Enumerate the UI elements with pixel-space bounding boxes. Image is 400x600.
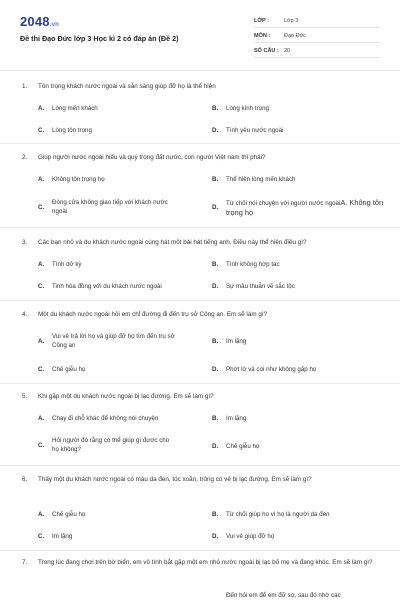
divider xyxy=(0,550,400,551)
question-number: 6. xyxy=(22,476,28,483)
info-value: Đạo Đức xyxy=(284,33,307,39)
divider xyxy=(0,70,400,71)
question-number: 5. xyxy=(22,393,28,400)
divider xyxy=(0,227,400,228)
divider xyxy=(0,383,400,384)
question-text: Giúp người nước ngoài hiểu và quý trọng đất nước, con người Việt nam thì phải? xyxy=(38,154,266,161)
question-number: 1. xyxy=(22,83,28,90)
info-value: Lớp 3 xyxy=(284,18,299,24)
info-row-count xyxy=(254,44,380,58)
divider xyxy=(0,300,400,301)
divider xyxy=(0,465,400,466)
info-key: MÔN : xyxy=(254,33,271,39)
question-text: Khi gặp một du khách nước ngoài bị lạc đường. Em sẽ làm gì? xyxy=(38,393,214,400)
question-number: 4. xyxy=(22,311,28,318)
page-header xyxy=(0,0,400,70)
site-logo[interactable]: 2048.vn xyxy=(20,14,60,29)
info-value: 20 xyxy=(284,48,291,54)
exam-title: Đề thi Đạo Đức lớp 3 Học kì 2 có đáp án (Đề 2) xyxy=(20,34,179,43)
question-text: Trong lúc đang chơi trên bờ biển, em vô tình bắt gặp một em nhỏ nước ngoài bị lạc bố mẹ và đang khóc. Em sẽ làm gì? xyxy=(38,559,373,566)
info-row-subject xyxy=(254,29,380,43)
info-row-class xyxy=(254,14,380,28)
question-text: Tôn trọng khách nước ngoài và sẵn sàng giúp đỡ họ là thể hiện xyxy=(38,83,216,90)
question-number: 3. xyxy=(22,239,28,246)
question-text: Thấy một du khách nước ngoài có màu da đen, tóc xoăn, trông có vẻ bị lạc đường. Em sẽ làm gì? xyxy=(38,476,312,483)
info-key: LỚP : xyxy=(254,18,269,24)
question-number: 2. xyxy=(22,154,28,161)
info-key: SỐ CÂU : xyxy=(254,48,279,54)
divider xyxy=(0,143,400,144)
question-text: Một du khách nước ngoài hỏi em chỉ đường đi đến trụ sở Công an. Em sẽ làm gì? xyxy=(38,311,268,318)
question-text: Các bạn nhỏ và du khách nước ngoài cùng hát một bài hát tiếng anh. Điều này thể hiện điều gì? xyxy=(38,239,307,246)
question-number: 7. xyxy=(22,559,28,566)
